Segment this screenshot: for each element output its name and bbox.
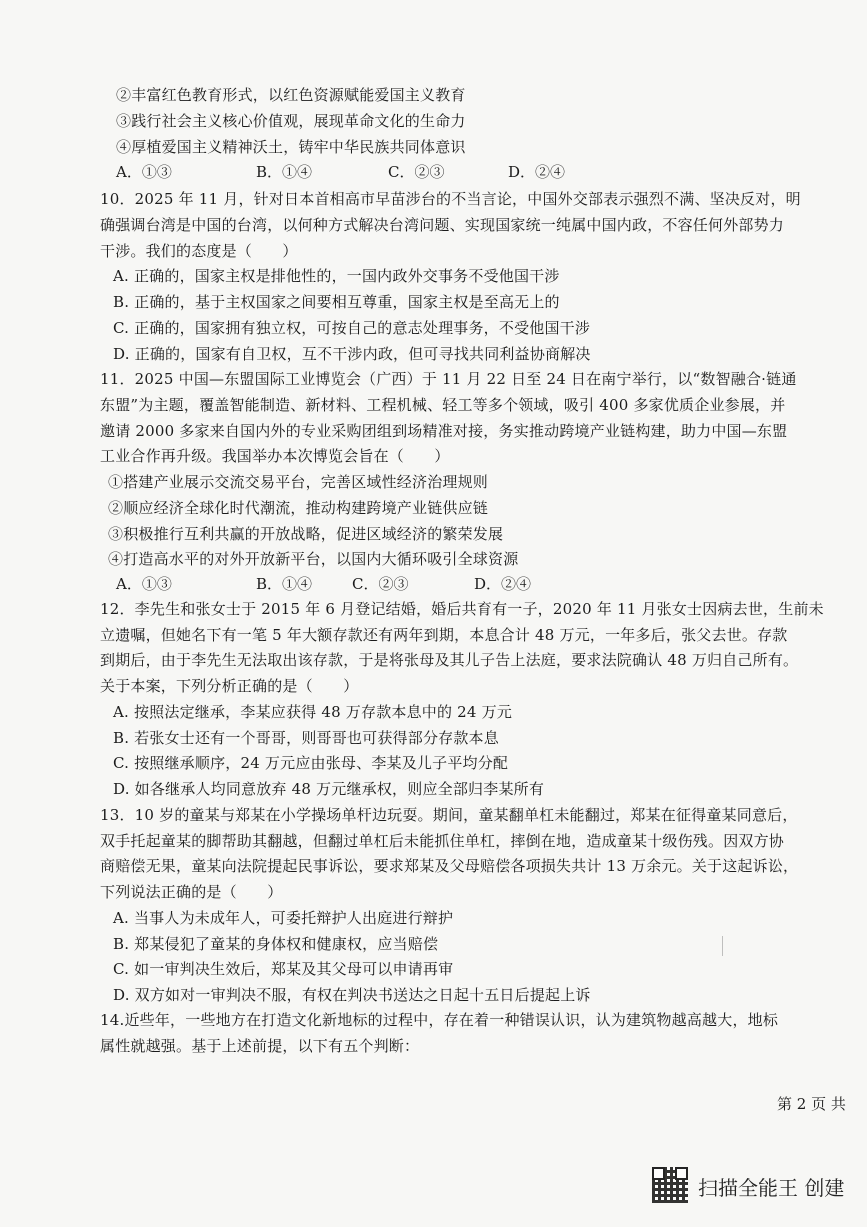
q13-line-2: 双手托起童某的脚帮助其翻越，但翻过单杠后未能抓住单杠，摔倒在地，造成童某十级伤残。因双方协 (100, 832, 785, 850)
prev-item-4: ④厚植爱国主义精神沃土，铸牢中华民族共同体意识 (116, 138, 466, 156)
q11-item-2: ②顺应经济全球化时代潮流，推动构建跨境产业链供应链 (108, 499, 489, 517)
option-b: B．①④ (256, 163, 313, 181)
q11-item-4: ④打造高水平的对外开放新平台，以国内大循环吸引全球资源 (108, 550, 519, 568)
option-d: D．②④ (508, 163, 566, 181)
q11-line-1: 11．2025 中国—东盟国际工业博览会（广西）于 11 月 22 日至 24 日在南宁举行，以“数智融合·链通 (100, 370, 797, 388)
q14-line-2: 属性就越强。基于上述前提，以下有五个判断： (100, 1037, 420, 1055)
qr-code-icon (652, 1167, 688, 1203)
q13-option-a: A. 当事人为未成年人，可委托辩护人出庭进行辩护 (113, 909, 454, 927)
q10-line-3: 干涉。我们的态度是（ ） (100, 242, 298, 260)
option-c: C．②③ (388, 163, 445, 181)
q11-item-1: ①搭建产业展示交流交易平台，完善区域性经济治理规则 (108, 473, 489, 491)
q12-line-4: 关于本案，下列分析正确的是（ ） (100, 677, 359, 695)
q12-line-2: 立遗嘱，但她名下有一笔 5 年大额存款还有两年到期，本息合计 48 万元，一年多后，张父去世。存款 (100, 626, 788, 644)
scanner-watermark: 扫描全能王 创建 (698, 1176, 845, 1200)
q12-option-a: A. 按照法定继承，李某应获得 48 万存款本息中的 24 万元 (113, 703, 513, 721)
option-d: D．②④ (474, 575, 532, 593)
q13-line-1: 13．10 岁的童某与郑某在小学操场单杆边玩耍。期间，童某翻单杠未能翻过，郑某在征得童某同意后， (100, 806, 798, 824)
q10-line-2: 确强调台湾是中国的台湾，以何种方式解决台湾问题、实现国家统一纯属中国内政，不容任何外部势力 (100, 216, 785, 234)
option-b: B．①④ (256, 575, 313, 593)
option-c: C．②③ (352, 575, 409, 593)
scan-mark (722, 936, 723, 956)
q11-options (116, 574, 756, 596)
q12-option-c: C. 按照继承顺序，24 万元应由张母、李某及儿子平均分配 (113, 754, 509, 772)
q13-option-d: D. 双方如对一审判决不服，有权在判决书送达之日起十五日后提起上诉 (113, 986, 591, 1004)
option-a: A．①③ (116, 575, 172, 593)
q11-line-4: 工业合作再升级。我国举办本次博览会旨在（ ） (100, 447, 450, 465)
q11-line-2: 东盟”为主题，覆盖智能制造、新材料、工程机械、轻工等多个领域，吸引 400 多家优质企业参展，并 (100, 396, 786, 414)
q12-line-3: 到期后，由于李先生无法取出该存款，于是将张母及其儿子告上法庭，要求法院确认 48 万归自己所有。 (100, 651, 799, 669)
prev-item-2: ②丰富红色教育形式，以红色资源赋能爱国主义教育 (116, 86, 466, 104)
page-number: 第 2 页 共 (777, 1095, 846, 1113)
q10-option-a: A. 正确的，国家主权是排他性的，一国内政外交事务不受他国干涉 (113, 267, 560, 285)
option-a: A．①③ (116, 163, 172, 181)
q13-option-c: C. 如一审判决生效后，郑某及其父母可以申请再审 (113, 960, 454, 978)
prev-item-3: ③践行社会主义核心价值观，展现革命文化的生命力 (116, 112, 466, 130)
q13-line-3: 商赔偿无果，童某向法院提起民事诉讼，要求郑某及父母赔偿各项损失共计 13 万余元。关于这起诉讼， (100, 857, 799, 875)
q13-line-4: 下列说法正确的是（ ） (100, 883, 283, 901)
q12-option-b: B. 若张女士还有一个哥哥，则哥哥也可获得部分存款本息 (113, 729, 499, 747)
q10-option-d: D. 正确的，国家有自卫权，互不干涉内政，但可寻找共同利益协商解决 (113, 345, 591, 363)
q13-option-b: B. 郑某侵犯了童某的身体权和健康权，应当赔偿 (113, 935, 439, 953)
q10-option-b: B. 正确的，基于主权国家之间要相互尊重，国家主权是至高无上的 (113, 293, 560, 311)
q12-line-1: 12．李先生和张女士于 2015 年 6 月登记结婚，婚后共育有一子，2020 年 11 月张女士因病去世，生前未 (100, 600, 824, 618)
prev-options (116, 162, 756, 184)
q10-option-c: C. 正确的，国家拥有独立权，可按自己的意志处理事务，不受他国干涉 (113, 319, 591, 337)
q10-line-1: 10．2025 年 11 月，针对日本首相高市早苗涉台的不当言论，中国外交部表示强烈不满、坚决反对，明 (100, 190, 801, 208)
q12-option-d: D. 如各继承人均同意放弃 48 万元继承权，则应全部归李某所有 (113, 780, 545, 798)
q11-line-3: 邀请 2000 多家来自国内外的专业采购团组到场精准对接，务实推动跨境产业链构建，助力中国—东盟 (100, 422, 788, 440)
q14-line-1: 14.近些年，一些地方在打造文化新地标的过程中，存在着一种错误认识，认为建筑物越高越大，地标 (100, 1011, 779, 1029)
q11-item-3: ③积极推行互利共赢的开放战略，促进区域经济的繁荣发展 (108, 525, 504, 543)
